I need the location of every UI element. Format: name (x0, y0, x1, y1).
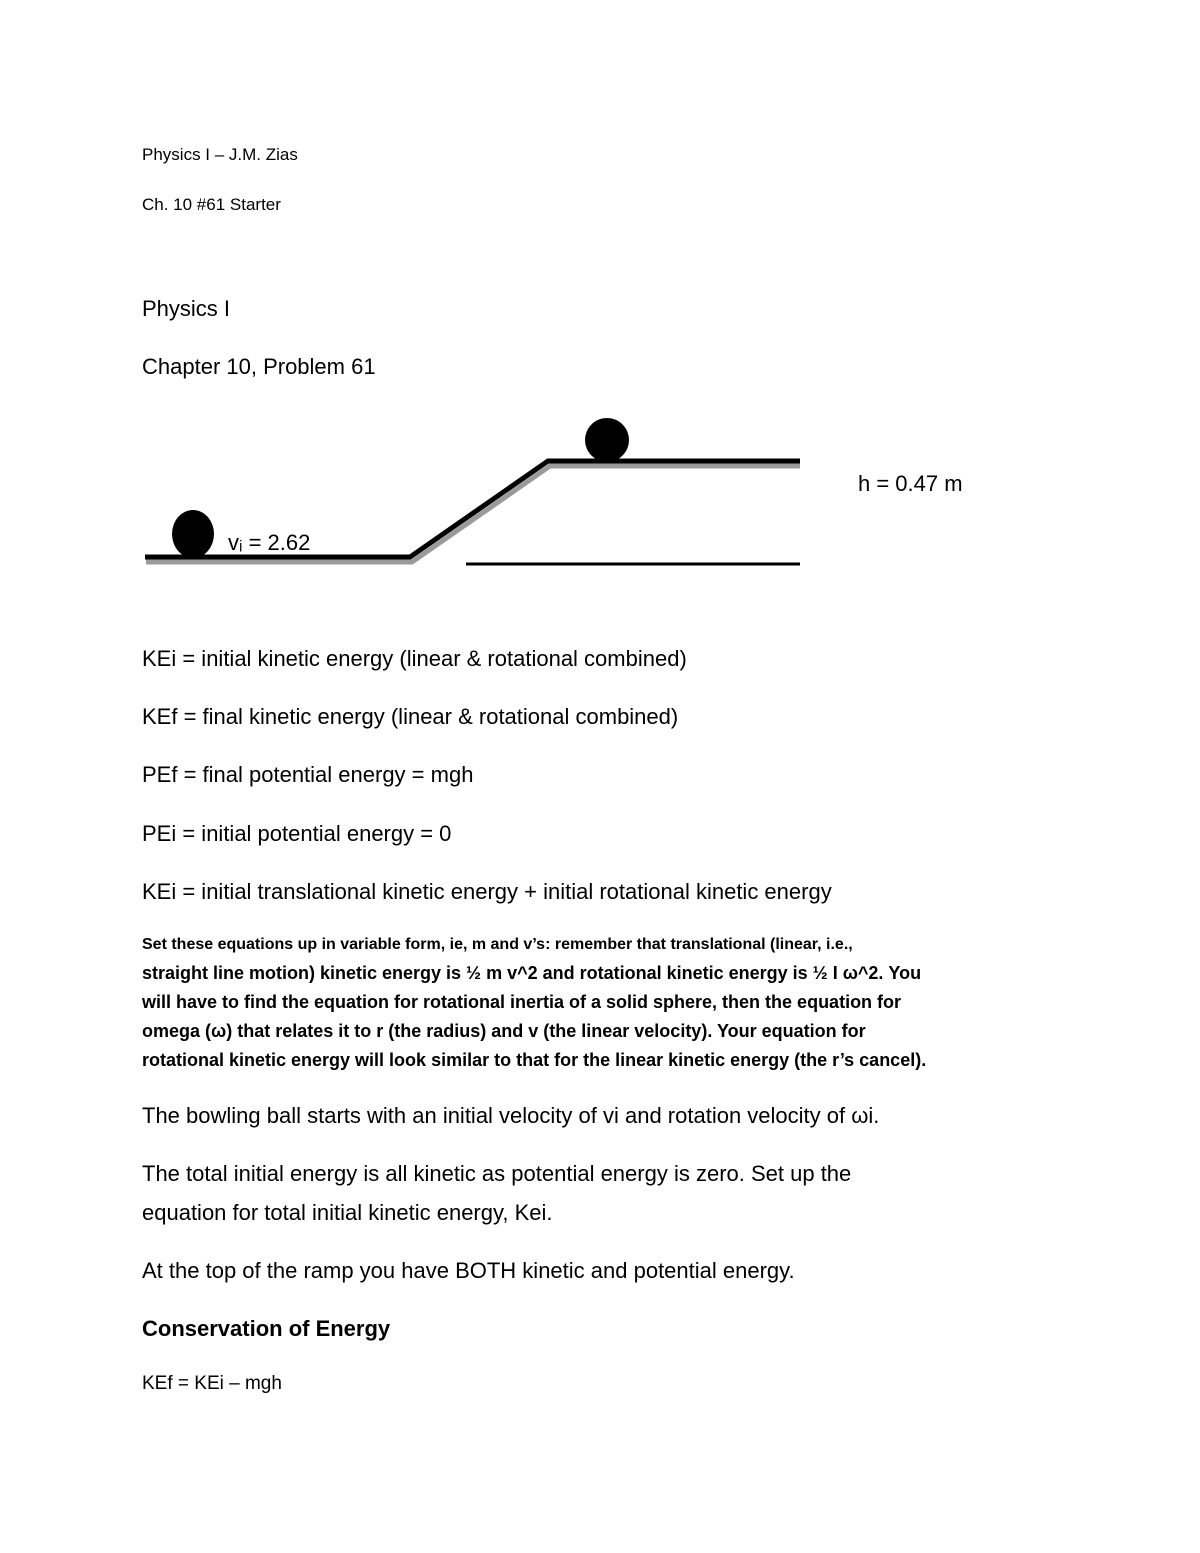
paragraph-total-energy-line-2: equation for total initial kinetic energy, Kei. (142, 1200, 553, 1225)
header-line-1: Physics I – J.M. Zias (142, 145, 298, 164)
paragraph-initial-velocity: The bowling ball starts with an initial velocity of vi and rotation velocity of ωi. (142, 1103, 880, 1128)
ball-bottom (172, 510, 214, 558)
paragraph-total-energy-line-1: The total initial energy is all kinetic as potential energy is zero. Set up the (142, 1161, 852, 1186)
velocity-label: vᵢ = 2.62 (228, 530, 311, 555)
ball-top (585, 418, 629, 462)
instruction-line: Set these equations up in variable form, ie, m and v’s: remember that translational (linear, i.e., (142, 936, 853, 953)
header-line-2: Ch. 10 #61 Starter (142, 195, 281, 214)
definition-item: KEi = initial kinetic energy (linear & rotational combined) (142, 646, 687, 671)
document-title: Physics I (142, 296, 231, 321)
document-subtitle: Chapter 10, Problem 61 (142, 354, 376, 379)
definition-item: KEf = final kinetic energy (linear & rotational combined) (142, 704, 679, 729)
instruction-line: straight line motion) kinetic energy is ½ m v^2 and rotational kinetic energy is ½ I ω^2. You (142, 963, 922, 983)
instructions-paragraph (142, 930, 1062, 1075)
instruction-line: omega (ω) that relates it to r (the radius) and v (the linear velocity). Your equation for (142, 1021, 866, 1041)
conservation-equation: KEf = KEi – mgh (142, 1373, 282, 1394)
ramp-diagram (0, 400, 1200, 580)
instruction-line: will have to find the equation for rotational inertia of a solid sphere, then the equation for (142, 992, 902, 1012)
paragraph-top-of-ramp: At the top of the ramp you have BOTH kinetic and potential energy. (142, 1258, 795, 1283)
definition-item: PEi = initial potential energy = 0 (142, 821, 452, 846)
instruction-line: rotational kinetic energy will look similar to that for the linear kinetic energy (the r’s cancel). (142, 1050, 927, 1070)
definition-item: PEf = final potential energy = mgh (142, 762, 474, 787)
definition-item: KEi = initial translational kinetic energy + initial rotational kinetic energy (142, 879, 832, 904)
height-label: h = 0.47 m (858, 471, 963, 496)
conservation-heading: Conservation of Energy (142, 1316, 391, 1341)
